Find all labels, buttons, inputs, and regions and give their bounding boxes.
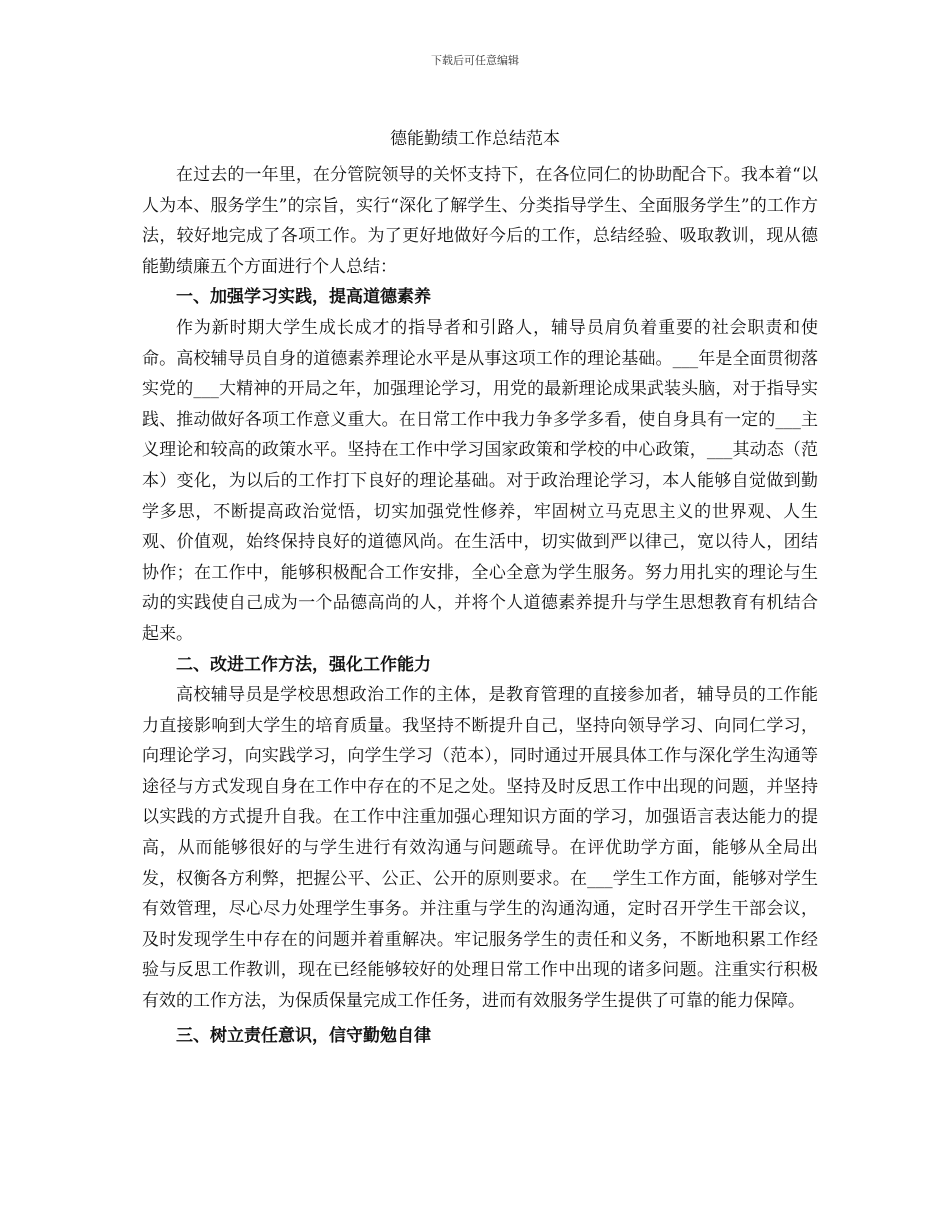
section-1-paragraph: 作为新时期大学生成长成才的指导者和引路人，辅导员肩负着重要的社会职责和使命。高校辅导员自身的道德素养理论水平是从事这项工作的理论基础。___年是全面贯彻落实党的___大精神的开局之年，加强理论学习，用党的最新理论成果武装头脑，对于指导实践、推动做好各项工作意义重大。在日常工作中我力争多学多看，使自身具有一定的___主义理论和较高的政策水平。坚持在工作中学习国家政策和学校的中心政策，___其动态（范本）变化，为以后的工作打下良好的理论基础。对于政治理论学习，本人能够自觉做到勤学多思，不断提高政治觉悟，切实加强党性修养，牢固树立马克思主义的世界观、人生观、价值观，始终保持良好的道德风尚。在生活中，切实做到严以律己，宽以待人，团结协作；在工作中，能够积极配合工作安排，全心全意为学生服务。努力用扎实的理论与生动的实践使自己成为一个品德高尚的人，并将个人道德素养提升与学生思想教育有机结合起来。: [142, 317, 818, 644]
section-2-paragraph: 高校辅导员是学校思想政治工作的主体，是教育管理的直接参加者，辅导员的工作能力直接影响到大学生的培育质量。我坚持不断提升自己，坚持向领导学习、向同仁学习，向理论学习，向实践学习，向学生学习（范本），同时通过开展具体工作与深化学生沟通等途径与方式发现自身在工作中存在的不足之处。坚持及时反思工作中出现的问题，并坚持以实践的方式提升自我。在工作中注重加强心理知识方面的学习，加强语言表达能力的提高，从而能够很好的与学生进行有效沟通与问题疏导。在评优助学方面，能够从全局出发，权衡各方利弊，把握公平、公正、公开的原则要求。在___学生工作方面，能够对学生有效管理，尽心尽力处理学生事务。并注重与学生的沟通沟通，定时召开学生干部会议，及时发现学生中存在的问题并着重解决。牢记服务学生的责任和义务，不断地积累工作经验与反思工作教训，现在已经能够较好的处理日常工作中出现的诸多问题。注重实行积极有效的工作方法，为保质保量完成工作任务，进而有效服务学生提供了可靠的能力保障。: [142, 685, 818, 1012]
section-1-heading: 一、加强学习实践，提高道德素养: [176, 287, 431, 308]
section-3-heading: 三、树立责任意识，信守勤勉自律: [176, 1025, 431, 1046]
page-header: 下载后可任意编辑: [431, 54, 519, 67]
section-2-heading: 二、改进工作方法，强化工作能力: [176, 654, 431, 675]
intro-paragraph: 在过去的一年里，在分管院领导的关怀支持下，在各位同仁的协助配合下。我本着“以人为本、服务学生”的宗旨，实行“深化了解学生、分类指导学生、全面服务学生”的工作方法，较好地完成了各项工作。为了更好地做好今后的工作，总结经验、吸取教训，现从德能勤绩廉五个方面进行个人总结：: [142, 165, 818, 277]
document-body: [142, 160, 818, 1051]
document-title: 德能勤绩工作总结范本: [390, 129, 560, 149]
